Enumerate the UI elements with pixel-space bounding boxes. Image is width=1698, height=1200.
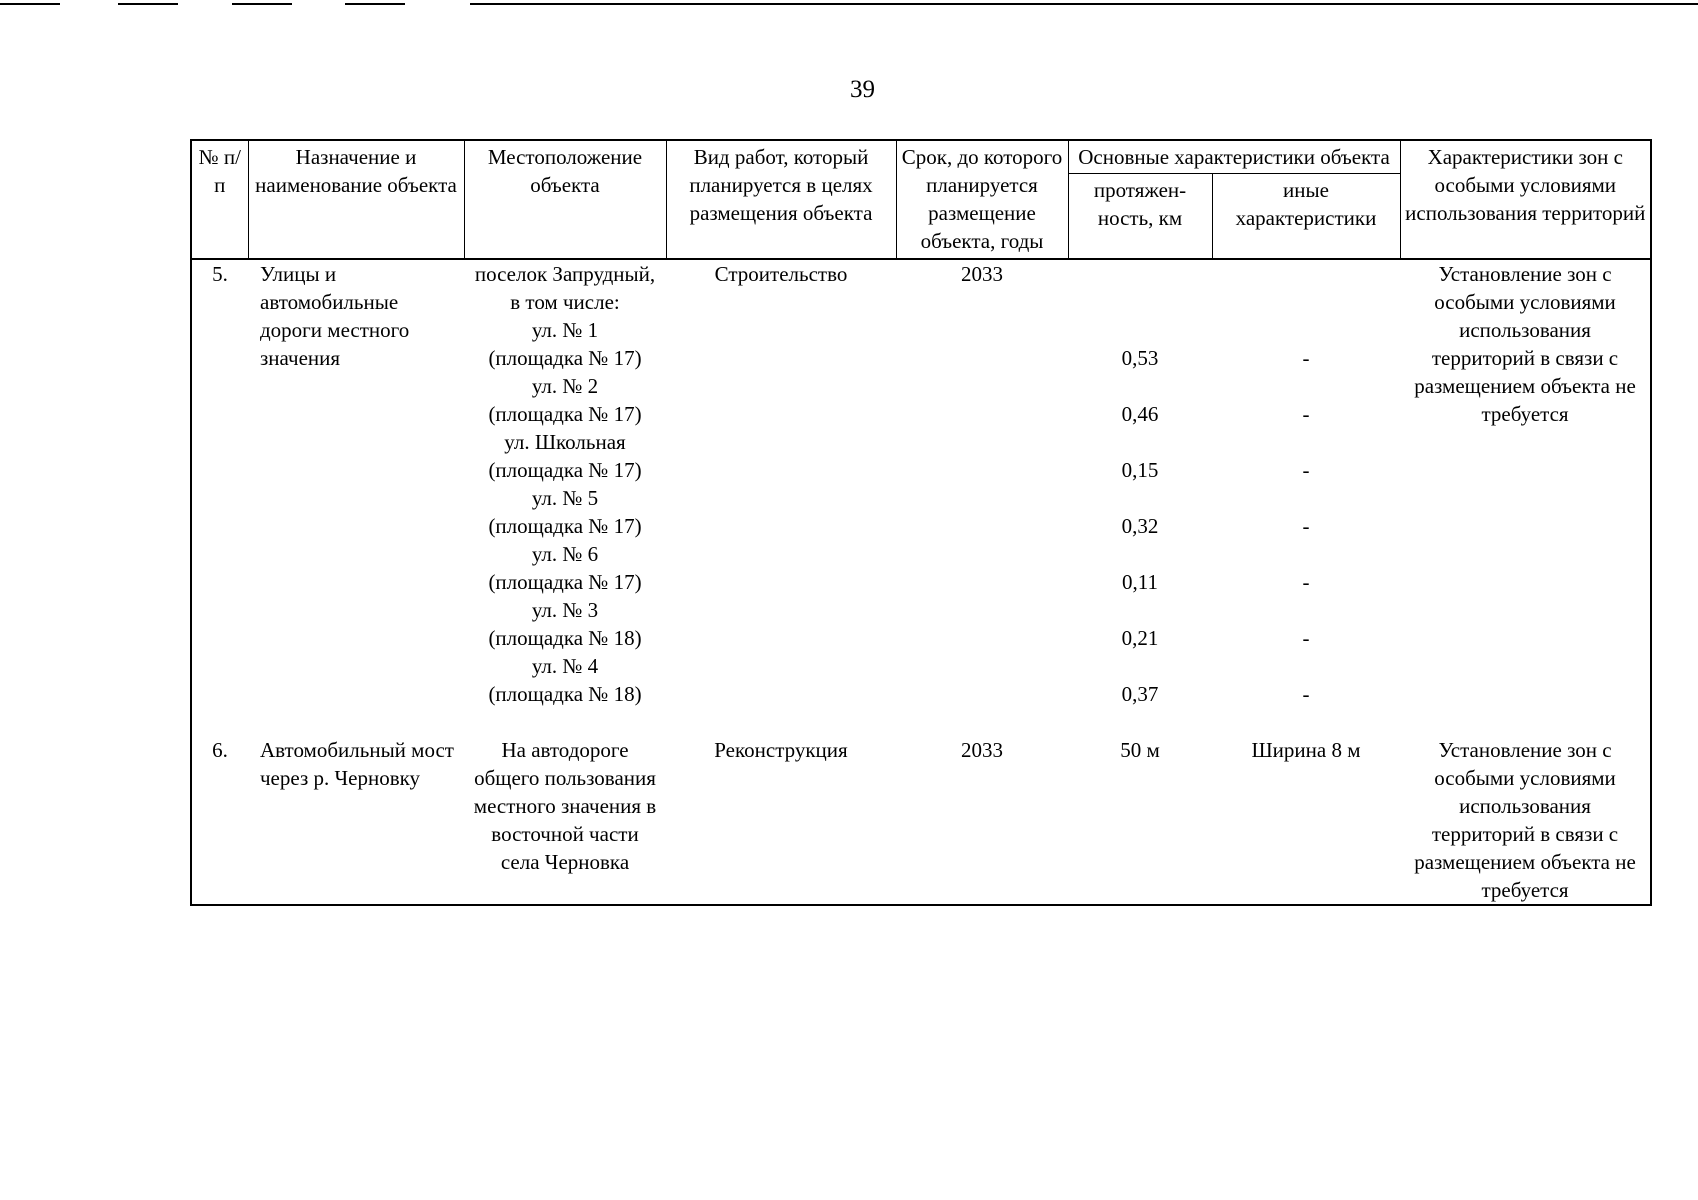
header-deadline: Срок, до которого планируется размещение объекта, годы [896,140,1068,259]
street-site: (площадка № 17) [488,402,642,426]
work-type: Реконструкция [714,738,848,762]
street-other: - [1302,626,1310,650]
street-name: ул. № 5 [531,486,599,510]
row-number: 5. [212,262,228,286]
object-length: 50 м [1120,738,1160,762]
scan-top-edge [0,0,1698,9]
street-length: 0,53 [1121,346,1159,370]
object-other-characteristics: Ширина 8 м [1251,738,1361,762]
street-name: ул. № 3 [531,598,599,622]
street-name: ул. № 6 [531,542,599,566]
street-length: 0,32 [1121,514,1159,538]
street-name: ул. № 1 [531,318,599,342]
row-number: 6. [212,738,228,762]
header-num: № п/п [191,140,248,259]
street-length: 0,37 [1121,682,1159,706]
scan-rule [345,3,405,5]
table-header [191,140,1651,259]
other-characteristics-column [1212,259,1400,736]
street-name: ул. № 2 [531,374,599,398]
deadline-year: 2033 [961,738,1003,762]
scan-rule [0,3,60,5]
street-name: ул. Школьная [504,430,626,454]
object-name: Автомобильный мост через р. Черновку [260,738,454,790]
header-main-characteristics: Основные характеристики объекта [1068,140,1400,174]
header-length: протяжен-ность, км [1068,174,1212,260]
street-other: - [1302,682,1310,706]
scan-rule [118,3,178,5]
street-site: (площадка № 17) [488,458,642,482]
street-other: - [1302,458,1310,482]
zones-characteristics: Установление зон с особыми условиями использования территорий в связи с размещением объекта не требуется [1414,262,1636,426]
street-site: (площадка № 17) [488,346,642,370]
header-location: Местоположение объекта [464,140,666,259]
street-other: - [1302,514,1310,538]
length-column [1068,259,1212,736]
street-other: - [1302,346,1310,370]
street-site: (площадка № 18) [488,682,642,706]
object-location [464,259,666,736]
object-name: Улицы и автомобильные дороги местного значения [260,262,410,370]
header-other-characteristics: иные характеристики [1212,174,1400,260]
street-site: (площадка № 17) [488,514,642,538]
object-location: На автодороге общего пользования местного значения в восточной части села Черновка [473,738,657,874]
scan-rule [470,3,1698,5]
scan-rule [232,3,292,5]
table-row [191,259,1651,736]
header-name: Назначение и наименование объекта [248,140,464,259]
street-name: ул. № 4 [531,654,599,678]
street-other: - [1302,402,1310,426]
street-site: (площадка № 17) [488,570,642,594]
header-work-type: Вид работ, который планируется в целях размещения объекта [666,140,896,259]
header-zones: Характеристики зон с особыми условиями использования территорий [1400,140,1651,259]
table-row [191,736,1651,905]
work-type: Строительство [714,262,848,286]
street-length: 0,21 [1121,626,1159,650]
street-site: (площадка № 18) [488,626,642,650]
page-number: 39 [850,76,875,103]
street-other: - [1302,570,1310,594]
deadline-year: 2033 [961,262,1003,286]
street-length: 0,11 [1122,570,1158,594]
zones-characteristics: Установление зон с особыми условиями использования территорий в связи с размещением объекта не требуется [1414,738,1636,902]
street-length: 0,15 [1121,458,1159,482]
street-length: 0,46 [1121,402,1159,426]
planning-table [190,139,1652,906]
location-intro: поселок Запрудный, в том числе: [474,262,656,314]
